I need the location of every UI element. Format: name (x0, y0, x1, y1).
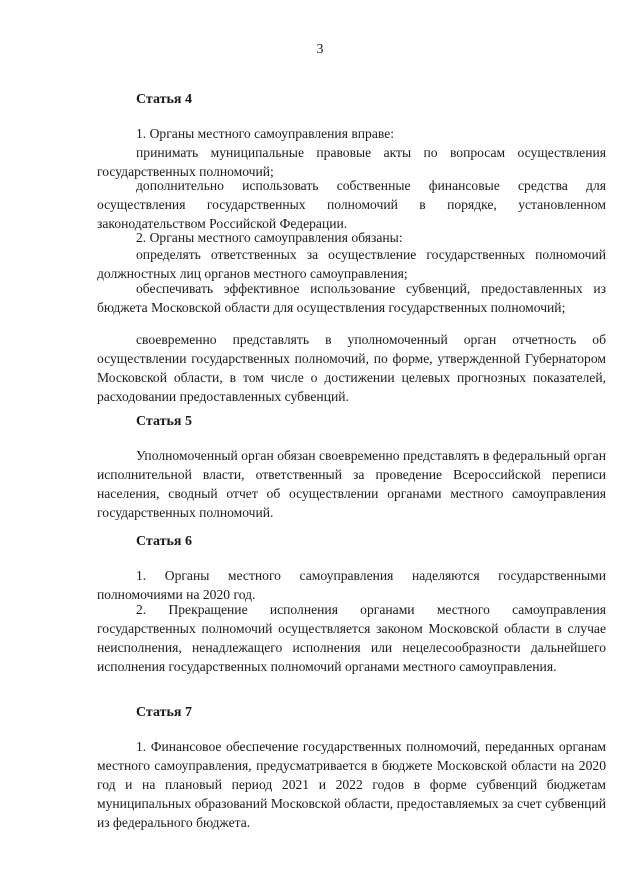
article-4-paragraph-5: определять ответственных за осуществление государственных полномочий должностных лиц органов местного самоуправления; (97, 247, 606, 281)
article-4-paragraph-1: 1. Органы местного самоуправления вправе: (136, 126, 395, 141)
article-7-heading: Статья 7 (136, 705, 192, 720)
article-4-paragraph-6: обеспечивать эффективное использование субвенций, предоставленных из бюджета Московской области для осуществления государственных полномочий; (97, 281, 606, 315)
article-5-heading: Статья 5 (136, 414, 192, 429)
article-7-paragraph-1: 1. Финансовое обеспечение государственных полномочий, переданных органам местного самоуправления, предусматривается в бюджете Московской области на 2020 год и на плановый период 2021 и 2022 годов в форме субвенций бюджетам муниципальных образований Московской области, предоставляемых за счет субвенций из федерального бюджета. (97, 739, 606, 830)
article-4-paragraph-7: своевременно представлять в уполномоченный орган отчетность об осуществлении государственных полномочий, по форме, утвержденной Губернатором Московской области, в том числе о достижении целевых прогнозных показателей, расходовании предоставленных субвенций. (97, 332, 606, 404)
article-4-paragraph-2: принимать муниципальные правовые акты по вопросам осуществления государственных полномочий; (97, 145, 606, 179)
article-4-paragraph-3: дополнительно использовать собственные финансовые средства для осуществления государственных полномочий в порядке, установленном законодательством Российской Федерации. (97, 178, 606, 231)
article-5-paragraph-1: Уполномоченный орган обязан своевременно представлять в федеральный орган исполнительной власти, ответственный за проведение Всероссийской переписи населения, сводный отчет об осуществлении органами местного самоуправления государственных полномочий. (97, 448, 606, 520)
article-6-paragraph-2: 2. Прекращение исполнения органами местного самоуправления государственных полномочий осуществляется законом Московской области в случае неисполнения, ненадлежащего исполнения или нецелесообразности дальнейшего исполнения государственных полномочий органами местного самоуправления. (97, 602, 606, 674)
article-4-paragraph-4: 2. Органы местного самоуправления обязаны: (136, 230, 403, 245)
article-4-heading: Статья 4 (136, 92, 192, 107)
article-6-paragraph-1: 1. Органы местного самоуправления наделяются государственными полномочиями на 2020 год. (97, 568, 606, 602)
article-6-heading: Статья 6 (136, 534, 192, 549)
page-number: 3 (316, 42, 324, 57)
